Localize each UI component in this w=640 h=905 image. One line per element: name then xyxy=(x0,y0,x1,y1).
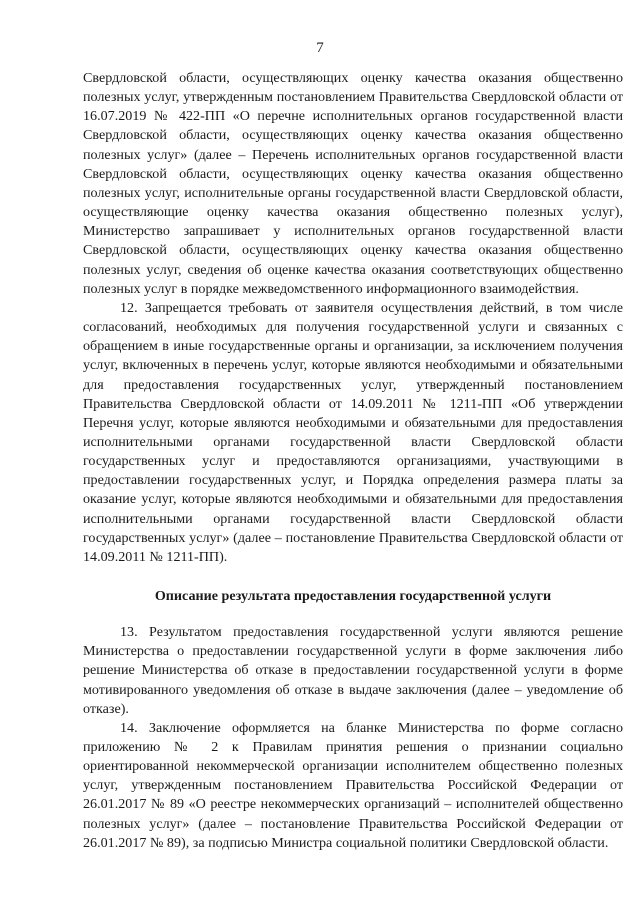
page-number: 7 xyxy=(316,40,324,56)
paragraph-13: 13. Результатом предоставления государственной услуги являются решение Министерства о предоставлении государственной услуги в форме заключения либо решение Министерства об отказе в предоставлении государственной услуги в форме мотивированного уведомления об отказе в выдаче заключения (далее – уведомление об отказе). xyxy=(83,624,623,717)
paragraph-12: 12. Запрещается требовать от заявителя осуществления действий, в том числе согласований, необходимых для получения государственной услуги и связанных с обращением в иные государственные органы и организации, за исключением получения услуг, включенных в перечень услуг, которые являются необходимыми и обязательными для предоставления государственных услуг, утвержденный постановлением Правительства Свердловской области от 14.09.2011 № 1211-ПП «Об утверждении Перечня услуг, которые являются необходимыми и обязательными для предоставления исполнительными органами государственной власти Свердловской области государственных услуг и предоставляются организациями, участвующими в предоставлении государственных услуг, и Порядка определения размера платы за оказание услуг, которые являются необходимыми и обязательными для предоставления исполнительными органами государственной власти Свердловской области государственных услуг» (далее – постановление Правительства Свердловской области от 14.09.2011 № 1211-ПП). xyxy=(83,299,623,565)
section-heading: Описание результата предоставления государственной услуги xyxy=(154,588,552,605)
paragraph-14: 14. Заключение оформляется на бланке Министерства по форме согласно приложению № 2 к Правилам принятия решения о признании социально ориентированной некоммерческой организации исполнителем общественно полезных услуг, утвержденным постановлением Правительства Российской Федерации от 26.01.2017 № 89 «О реестре некоммерческих организаций – исполнителей общественно полезных услуг» (далее – постановление Правительства Российской Федерации от 26.01.2017 № 89), за подписью Министра социальной политики Свердловской области. xyxy=(83,719,623,851)
document-body xyxy=(83,69,623,853)
paragraph-11-continuation: Свердловской области, осуществляющих оценку качества оказания общественно полезных услуг, утвержденным постановлением Правительства Свердловской области от 16.07.2019 № 422-ПП «О перечне исполнительных органов государственной власти Свердловской области, осуществляющих оценку качества оказания общественно полезных услуг» (далее – Перечень исполнительных органов государственной власти Свердловской области, осуществляющих оценку качества оказания общественно полезных услуг, исполнительные органы государственной власти Свердловской области, осуществляющие оценку качества оказания общественно полезных услуг), Министерство запрашивает у исполнительных органов государственной власти Свердловской области, осуществляющих оценку качества оказания общественно полезных услуг, сведения об оценке качества оказания соответствующих общественно полезных услуг в порядке межведомственного информационного взаимодействия. xyxy=(83,70,623,297)
